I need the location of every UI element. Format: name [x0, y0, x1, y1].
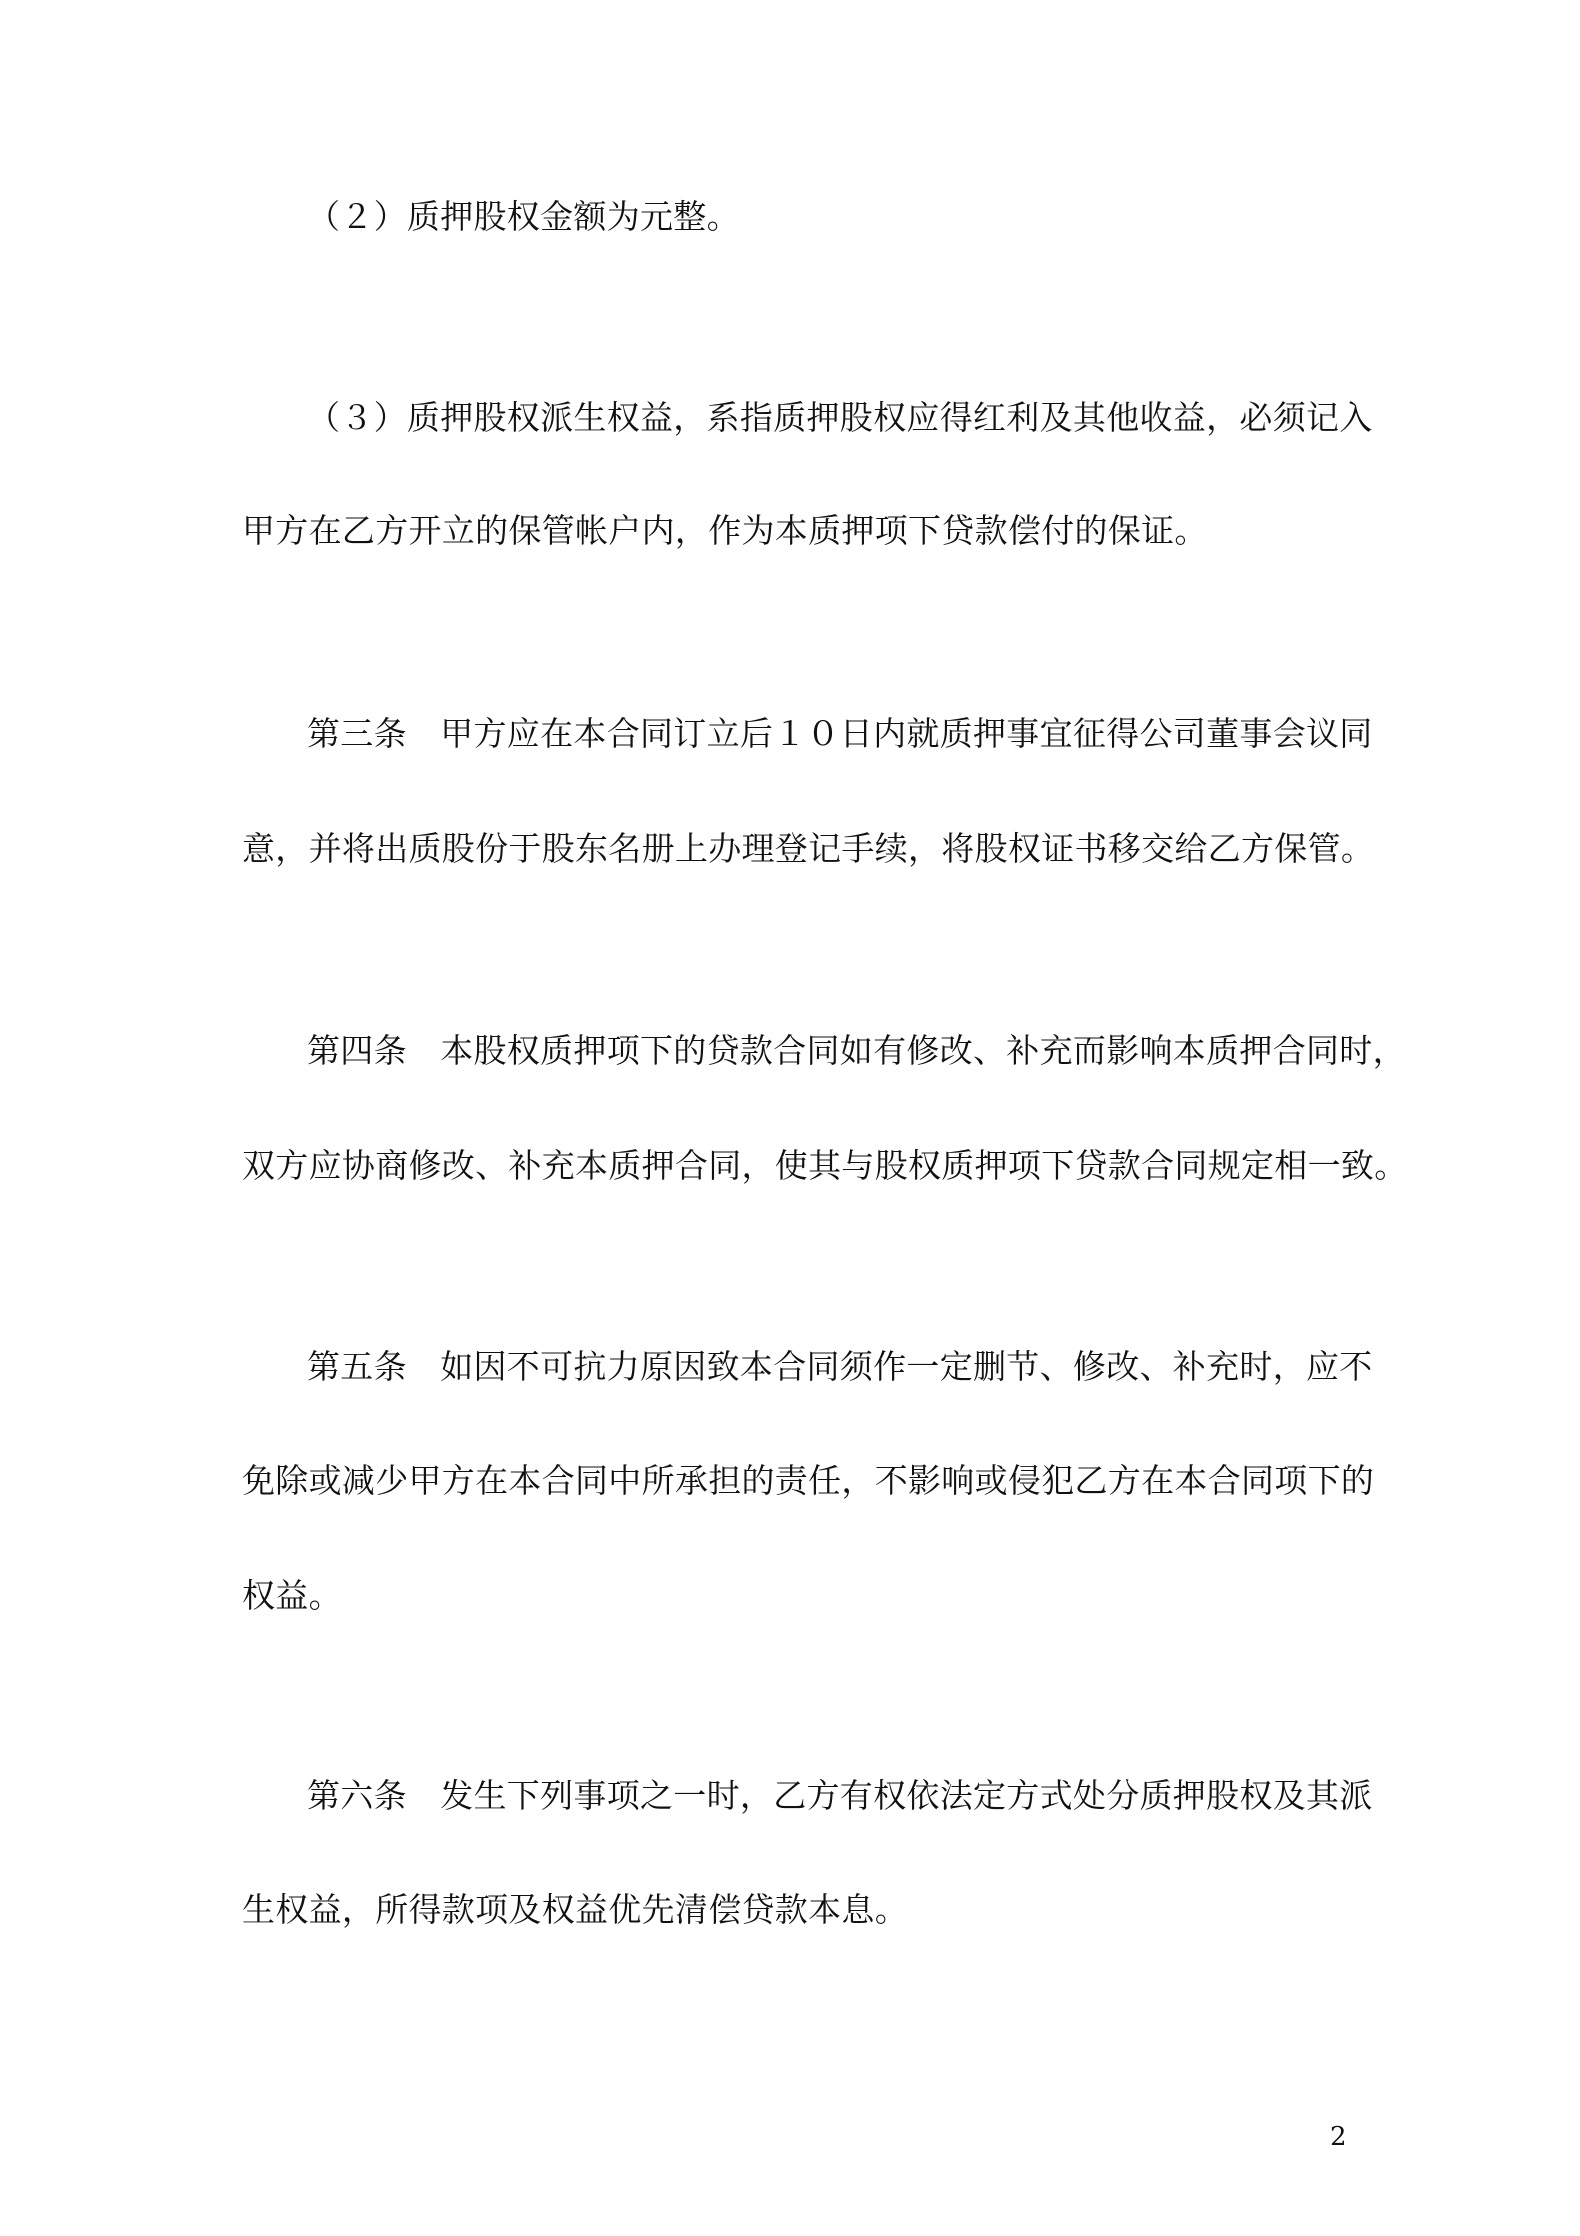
page-number: 2 [1330, 2122, 1347, 2152]
article-6-line-2: 生权益，所得款项及权益优先清偿贷款本息。 [242, 1890, 908, 1929]
article-4-line-1: 第四条 本股权质押项下的贷款合同如有修改、补充而影响本质押合同时， [307, 1031, 1406, 1070]
clause-2-3-line-1: （３）质押股权派生权益，系指质押股权应得红利及其他收益，必须记入 [307, 398, 1373, 437]
clause-2-2: （２）质押股权金额为元整。 [307, 197, 740, 236]
article-5-line-2: 免除或减少甲方在本合同中所承担的责任，不影响或侵犯乙方在本合同项下的 [242, 1461, 1375, 1500]
article-5-line-1: 第五条 如因不可抗力原因致本合同须作一定删节、修改、补充时，应不 [307, 1347, 1373, 1386]
clause-2-3-line-2: 甲方在乙方开立的保管帐户内，作为本质押项下贷款偿付的保证。 [242, 511, 1208, 550]
article-3-line-2: 意，并将出质股份于股东名册上办理登记手续，将股权证书移交给乙方保管。 [242, 829, 1375, 868]
article-3-line-1: 第三条 甲方应在本合同订立后１０日内就质押事宜征得公司董事会议同 [307, 714, 1373, 753]
article-5-line-3: 权益。 [242, 1576, 342, 1615]
article-6-line-1: 第六条 发生下列事项之一时，乙方有权依法定方式处分质押股权及其派 [307, 1776, 1373, 1815]
article-4-line-2: 双方应协商修改、补充本质押合同，使其与股权质押项下贷款合同规定相一致。 [242, 1146, 1408, 1185]
